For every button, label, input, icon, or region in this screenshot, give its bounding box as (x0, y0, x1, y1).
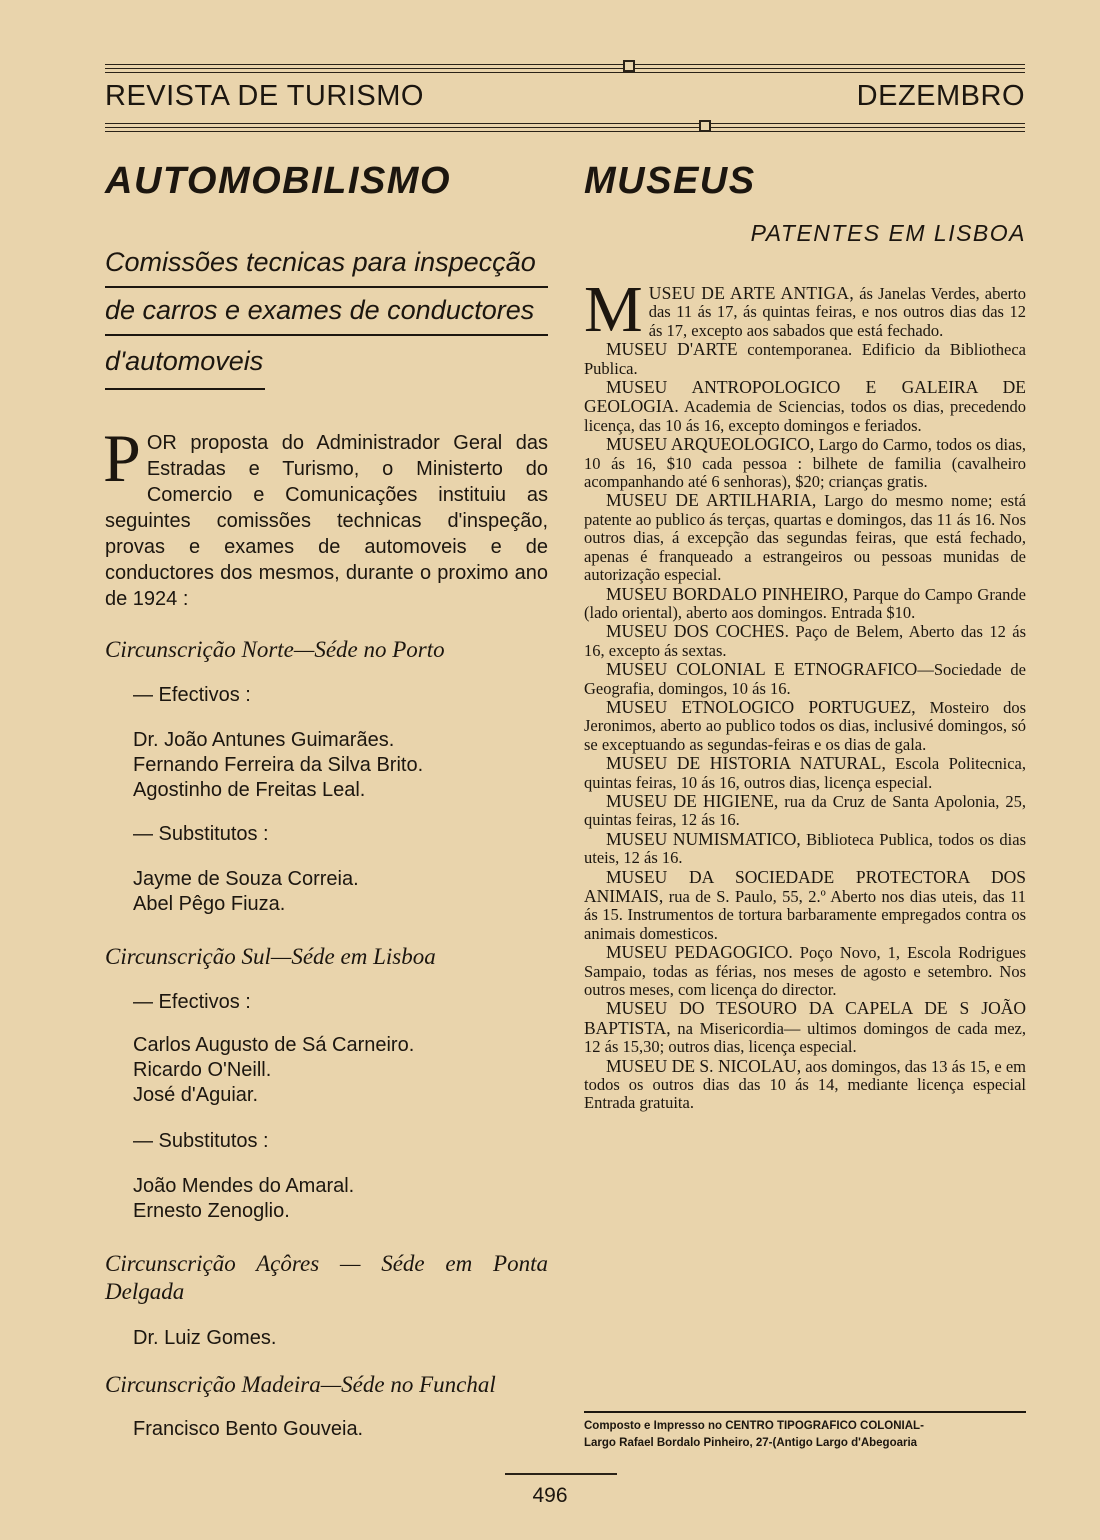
right-column (584, 158, 1026, 1113)
norte-efectivos-list (133, 728, 548, 803)
sul-efectivos-list (133, 1033, 548, 1108)
acores-list (133, 1326, 548, 1351)
list-item: Dr. Luiz Gomes. (133, 1327, 277, 1349)
circ-acores-heading: Circunscrição Açôres — Séde em Ponta Delgada (105, 1251, 548, 1304)
museum-name: USEU DE ARTE ANTIGA, (648, 283, 855, 303)
section-title-museus: MUSEUS (584, 160, 756, 202)
museum-name: MUSEU BORDALO PINHEIRO, (606, 583, 849, 604)
list-item: Dr. João Antunes Guimarães. (133, 729, 395, 751)
printer-imprint (584, 1411, 1026, 1452)
museum-name: MUSEU D'ARTE (606, 339, 738, 360)
museum-name: MUSEU DOS COCHES. (606, 621, 790, 642)
museus-subtitle: PATENTES EM LISBOA (750, 220, 1026, 246)
imprint-line: Composto e Impresso no CENTRO TIPOGRAFICO COLONIAL- (584, 1420, 924, 1432)
list-item: Agostinho de Freitas Leal. (133, 779, 366, 801)
museum-entry (584, 660, 1026, 698)
ornament-square (623, 60, 635, 72)
museum-entry (584, 1057, 1026, 1113)
museum-details: Academia de Sciencias, todos os dias, precedendo licença, das 10 ás 16, excepto domingos e feriados. (584, 397, 1026, 435)
madeira-list (133, 1417, 548, 1442)
museum-entry (584, 999, 1026, 1056)
list-item: Abel Pêgo Fiuza. (133, 893, 286, 915)
footer-rule (505, 1473, 617, 1475)
museum-name: MUSEU DA SOCIEDADE PROTECTORA DOS ANIMAIS, (584, 866, 1026, 906)
ornament-square (699, 120, 711, 132)
museum-name: MUSEU ANTROPOLOGICO E GALEIRA DE GEOLOGIA. (584, 377, 1026, 417)
museum-entry (584, 585, 1026, 623)
museum-entry (584, 754, 1026, 792)
museum-entry (584, 491, 1026, 584)
efectivos-label: — Efectivos : (133, 991, 251, 1013)
list-item: José d'Aguiar. (133, 1084, 259, 1106)
article-subhead (105, 240, 548, 390)
efectivos-label: — Efectivos : (133, 684, 251, 706)
list-item: Fernando Ferreira da Silva Brito. (133, 754, 424, 776)
museum-name: MUSEU NUMISMATICO, (606, 828, 801, 849)
museum-name: MUSEU DE HISTORIA NATURAL, (606, 753, 886, 774)
circ-madeira-heading: Circunscrição Madeira—Séde no Funchal (105, 1372, 496, 1397)
museum-details: aos domingos, das 13 ás 15, e em todos os outros dias das 10 ás 14, mediante licença especial Entrada gratuita. (584, 1056, 1026, 1113)
drop-cap: M (584, 273, 643, 346)
museum-details: Poço Novo, 1, Escola Rodrigues Sampaio, todas as férias, nos meses de agosto e setembro. Nos outros meses, com licença do director. (584, 943, 1026, 1000)
left-column (105, 158, 548, 1442)
museum-details: rua da Cruz de Santa Apolonia, 25, quintas feiras, 12 ás 16. (584, 791, 1026, 830)
section-title-automobilismo: AUTOMOBILISMO (105, 160, 452, 202)
subhead-line: Comissões tecnicas para inspecção (105, 240, 548, 288)
circ-sul-heading: Circunscrição Sul—Séde em Lisboa (105, 944, 436, 969)
museum-name: MUSEU DE HIGIENE, (606, 790, 779, 811)
museum-details: Mosteiro dos Jeronimos, aberto ao publico todos os dias, inclusivé domingos, só se exceptuando as segundas-feiras e os dias de gala. (584, 697, 1026, 754)
drop-cap: P (103, 420, 141, 496)
list-item: Ernesto Zenoglio. (133, 1200, 290, 1222)
museum-entry (584, 830, 1026, 868)
running-head-title: REVISTA DE TURISMO (105, 80, 424, 112)
sul-substitutos-list (133, 1174, 548, 1224)
intro-text: OR proposta do Administrador Geral das Estradas e Turismo, o Ministerto do Comercio e Comunicações instituiu as seguintes comissões technicas d'inspeção, provas e exames de automoveis e de conductores dos mesmos, durante o proximo ano de 1924 : (105, 432, 548, 610)
list-item: Ricardo O'Neill. (133, 1059, 272, 1081)
museum-entry (584, 435, 1026, 491)
subhead-underline (105, 388, 265, 390)
substitutos-label: — Substitutos : (133, 1130, 269, 1152)
museum-name: MUSEU COLONIAL E ETNOGRAFICO (606, 659, 918, 680)
museum-entry (584, 340, 1026, 378)
museum-details: —Sociedade de Geografia, domingos, 10 ás 16. (584, 660, 1026, 698)
subhead-line: d'automoveis (105, 346, 264, 376)
museum-entry (584, 378, 1026, 435)
museum-entry (584, 868, 1026, 944)
museum-name: MUSEU DE ARTILHARIA, (606, 490, 817, 511)
museum-details: ás Janelas Verdes, aberto das 11 ás 17, ás quintas feiras, e nos outros dias das 12 ás 17, excepto aos sabados que está fechado. (648, 284, 1026, 340)
list-item: Carlos Augusto de Sá Carneiro. (133, 1034, 415, 1056)
subhead-line: de carros e exames de conductores (105, 288, 548, 336)
museum-name: MUSEU ETNOLOGICO PORTUGUEZ, (606, 696, 916, 717)
circ-norte-heading: Circunscrição Norte—Séde no Porto (105, 637, 445, 662)
museum-details: Parque do Campo Grande (lado oriental), aberto aos domingos. Entrada $10. (584, 584, 1026, 622)
museum-name: MUSEU ARQUEOLOGICO, (606, 434, 815, 455)
list-item: João Mendes do Amaral. (133, 1175, 355, 1197)
page-number: 496 (532, 1484, 568, 1507)
imprint-line: Largo Rafael Bordalo Pinheiro, 27-(Antigo Largo d'Abegoaria (584, 1437, 918, 1449)
museum-details: Paço de Belem, Aberto das 12 ás 16, excepto ás sextas. (584, 622, 1027, 660)
museum-details: rua de S. Paulo, 55, 2.º Aberto nos dias uteis, das 11 ás 15. Instrumentos de tortura barbaramente empregados contra os animais domesticos. (584, 887, 1026, 943)
substitutos-label: — Substitutos : (133, 823, 269, 845)
header-rule-bottom (105, 123, 1025, 131)
museum-entry (584, 622, 1026, 660)
museum-entry (584, 698, 1026, 754)
museum-name: MUSEU DO TESOURO DA CAPELA DE S JOÃO BAPTISTA, (584, 998, 1026, 1038)
intro-paragraph (103, 420, 548, 612)
running-head-month: DEZEMBRO (856, 80, 1025, 112)
list-item: Francisco Bento Gouveia. (133, 1418, 364, 1440)
norte-substitutos-list (133, 867, 548, 917)
museum-name: MUSEU PEDAGOGICO. (606, 942, 793, 963)
museum-entry (584, 792, 1026, 830)
museum-entry (584, 943, 1026, 999)
museum-list (584, 273, 1027, 1113)
list-item: Jayme de Souza Correia. (133, 868, 359, 890)
museum-details: Largo do mesmo nome; está patente ao publico ás terças, quartas e domingos, das 11 ás 16. Nos outros dias, á excepção das segundas feiras, que está fechado, apenas é franqueado a estrangeiros ou pessoas munidas de autorização especial. (584, 491, 1026, 585)
museum-details: na Misericordia— ultimos domingos de cada mez, 12 ás 15,30; outros dias, licença especial. (584, 1018, 1026, 1057)
museum-name: MUSEU DE S. NICOLAU, (606, 1055, 802, 1076)
museum-details: contemporanea. Edificio da Bibliotheca Publica. (584, 340, 1026, 378)
museum-details: Biblioteca Publica, todos os dias uteis, 12 ás 16. (584, 829, 1026, 868)
museum-details: Largo do Carmo, todos os dias, 10 ás 16, $10 cada pessoa : bilhete de familia (cavalheiro acompanhando até 6 senhoras), $20; crianças gratis. (584, 435, 1026, 492)
museum-details: Escola Politecnica, quintas feiras, 10 ás 16, outros dias, licença especial. (584, 754, 1026, 792)
museum-entry (584, 273, 1026, 346)
header-rule-top (105, 64, 1025, 72)
